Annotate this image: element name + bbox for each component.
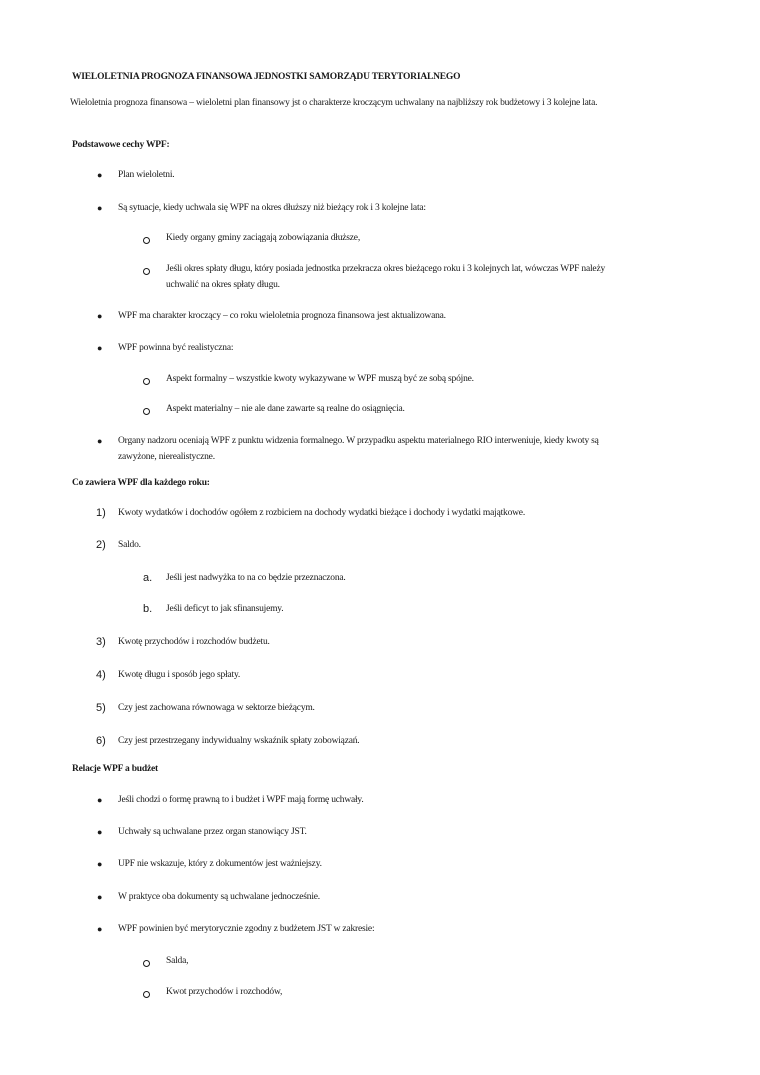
sub-list-item: Salda, <box>166 956 189 966</box>
numbered-item: Czy jest przestrzegany indywidualny wskaźnik spłaty zobowiązań. <box>118 736 360 746</box>
list-item: Plan wieloletni. <box>118 170 175 180</box>
section-heading-contents: Co zawiera WPF dla każdego roku: <box>72 478 210 488</box>
numbered-item: Czy jest zachowana równowaga w sektorze bieżącym. <box>118 703 315 713</box>
intro-paragraph: Wieloletnia prognoza finansowa – wieloletni plan finansowy jst o charakterze kroczącym uchwalany na najbliższy rok budżetowy i 3 kolejne lata. <box>70 98 598 108</box>
sub-list-item: Kiedy organy gminy zaciągają zobowiązania dłuższe, <box>166 233 360 243</box>
numbered-item: Kwotę przychodów i rozchodów budżetu. <box>118 637 270 647</box>
bullet-icon: ● <box>97 827 103 837</box>
list-letter: b. <box>143 603 153 615</box>
list-item: Organy nadzoru oceniają WPF z punktu widzenia formalnego. W przypadku aspektu materialnego RIO interweniuje, kiedy kwoty są <box>118 436 599 446</box>
sub-list-item-continuation: uchwalić na okres spłaty długu. <box>166 280 280 290</box>
list-number: 1) <box>96 507 106 519</box>
circle-bullet-icon <box>143 268 150 275</box>
sub-list-item: Aspekt materialny – nie ale dane zawarte są realne do osiągnięcia. <box>166 404 405 414</box>
sub-list-item: Kwot przychodów i rozchodów, <box>166 987 283 997</box>
list-number: 3) <box>96 636 106 648</box>
list-number: 6) <box>96 735 106 747</box>
circle-bullet-icon <box>143 991 150 998</box>
list-item: WPF ma charakter kroczący – co roku wieloletnia prognoza finansowa jest aktualizowana. <box>118 311 446 321</box>
circle-bullet-icon <box>143 237 150 244</box>
bullet-icon: ● <box>97 436 103 446</box>
numbered-item: Saldo. <box>118 540 141 550</box>
circle-bullet-icon <box>143 960 150 967</box>
sub-list-item: Jeśli jest nadwyżka to na co będzie przeznaczona. <box>166 573 346 583</box>
list-item-continuation: zawyżone, nierealistyczne. <box>118 452 215 462</box>
bullet-icon: ● <box>97 343 103 353</box>
bullet-icon: ● <box>97 203 103 213</box>
numbered-item: Kwotę długu i sposób jego spłaty. <box>118 670 241 680</box>
list-item: Są sytuacje, kiedy uchwala się WPF na okres dłuższy niż bieżący rok i 3 kolejne lata: <box>118 203 426 213</box>
list-item: W praktyce oba dokumenty są uchwalane jednocześnie. <box>118 892 320 902</box>
section-heading-features: Podstawowe cechy WPF: <box>72 140 170 150</box>
list-number: 5) <box>96 702 106 714</box>
list-number: 4) <box>96 669 106 681</box>
bullet-icon: ● <box>97 859 103 869</box>
sub-list-item: Jeśli okres spłaty długu, który posiada jednostka przekracza okres bieżącego roku i 3 kolejnych lat, wówczas WPF należy <box>166 264 606 274</box>
list-item: Uchwały są uchwalane przez organ stanowiący JST. <box>118 827 307 837</box>
section-heading-relations: Relacje WPF a budżet <box>72 764 158 774</box>
list-number: 2) <box>96 539 106 551</box>
bullet-icon: ● <box>97 924 103 934</box>
numbered-item: Kwoty wydatków i dochodów ogółem z rozbiciem na dochody wydatki bieżące i dochody i wydatki majątkowe. <box>118 508 525 518</box>
bullet-icon: ● <box>97 311 103 321</box>
list-item: WPF powinna być realistyczna: <box>118 343 234 353</box>
bullet-icon: ● <box>97 892 103 902</box>
list-item: UPF nie wskazuje, który z dokumentów jest ważniejszy. <box>118 859 322 869</box>
sub-list-item: Aspekt formalny – wszystkie kwoty wykazywane w WPF muszą być ze sobą spójne. <box>166 374 474 384</box>
document-title: WIELOLETNIA PROGNOZA FINANSOWA JEDNOSTKI SAMORZĄDU TERYTORIALNEGO <box>72 72 461 82</box>
circle-bullet-icon <box>143 408 150 415</box>
list-item: Jeśli chodzi o formę prawną to i budżet i WPF mają formę uchwały. <box>118 795 364 805</box>
sub-list-item: Jeśli deficyt to jak sfinansujemy. <box>166 604 284 614</box>
circle-bullet-icon <box>143 378 150 385</box>
list-item: WPF powinien być merytorycznie zgodny z budżetem JST w zakresie: <box>118 924 375 934</box>
bullet-icon: ● <box>97 170 103 180</box>
bullet-icon: ● <box>97 795 103 805</box>
list-letter: a. <box>143 572 153 584</box>
